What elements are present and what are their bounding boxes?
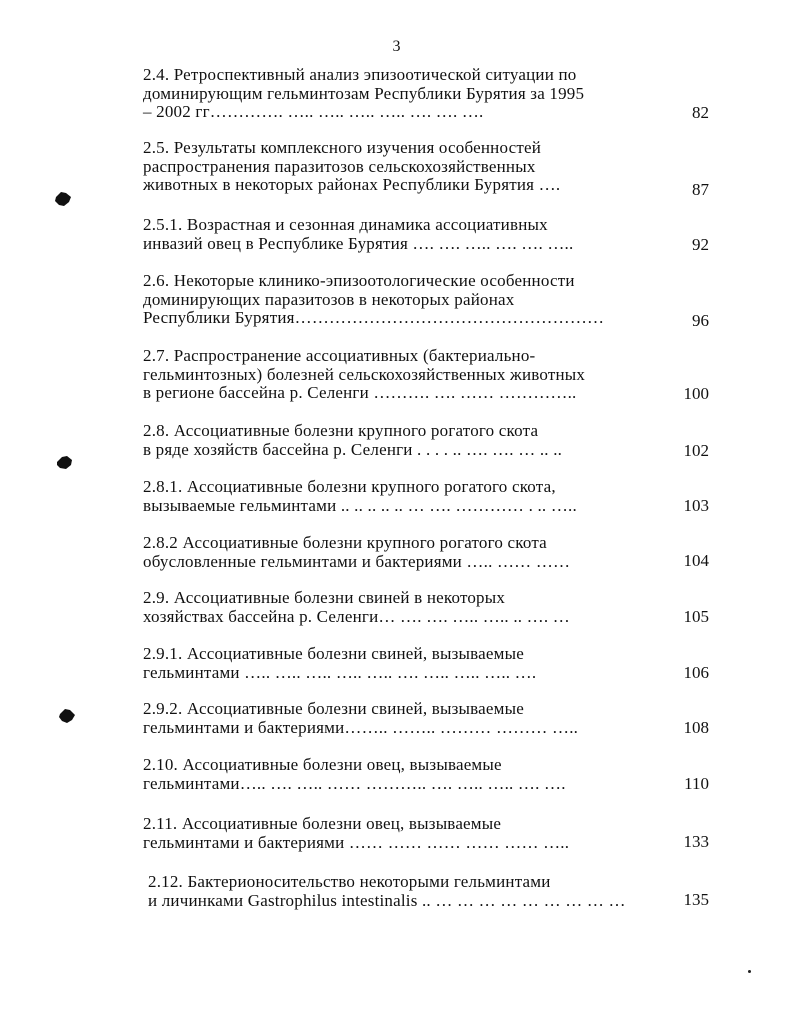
scan-artifact-blob [52,188,74,210]
toc-entry-page: 110 [684,774,709,793]
toc-entry-page: 105 [683,607,709,626]
toc-entry-title: 2.10. Ассоциативные болезни овец, вызываемые гельминтами….. …. ….. …… ……….. …. ….. ….. …. …. [143,755,566,793]
toc-entry-page: 104 [683,551,709,570]
toc-entry-title: 2.4. Ретроспективный анализ эпизоотической ситуации по доминирующим гельминтозам Республики Бурятия за 1995 – 2002 гг…………. ….. ….. ….. ….. …. …. …. [143,65,585,121]
toc-entry-page: 92 [692,235,709,254]
toc-entry-page: 102 [683,441,709,460]
toc-entry-page: 87 [692,180,709,199]
toc-entry-page: 106 [683,663,709,682]
scan-artifact-speck [748,970,751,973]
toc-entry-title: 2.6. Некоторые клинико-эпизоотологические особенности доминирующих паразитозов в некоторых районах Республики Бурятия……………………………………………… [143,271,605,327]
toc-entry-title: 2.5. Результаты комплексного изучения особенностей распространения паразитозов сельскохозяйственных животных в некоторых районах Республики Бурятия …. [143,138,561,194]
toc-entry-title: 2.9. Ассоциативные болезни свиней в некоторых хозяйствах бассейна р. Селенги… …. …. ….. ….. .. …. … [143,588,570,626]
toc-entry-title: 2.8. Ассоциативные болезни крупного рогатого скота в ряде хозяйств бассейна р. Селенги . . . . .. …. …. … .. .. [143,421,563,459]
toc-entry-title: 2.8.1. Ассоциативные болезни крупного рогатого скота, вызываемые гельминтами .. .. .. .. .. … …. ………… . .. ….. [143,477,577,515]
toc-entry-page: 96 [692,311,709,330]
toc-entry-page: 135 [683,890,709,909]
toc-entry-title: 2.5.1. Возрастная и сезонная динамика ассоциативных инвазий овец в Республике Бурятия …. …. ….. …. …. ….. [143,215,574,253]
toc-entry-page: 103 [683,496,709,515]
scan-artifact-blob [56,705,78,727]
toc-entry-title: 2.11. Ассоциативные болезни овец, вызываемые гельминтами и бактериями …… …… …… …… …… ….. [143,814,570,852]
toc-entry-page: 133 [683,832,709,851]
toc-entry-title: 2.12. Бактерионосительство некоторыми гельминтами и личинками Gastrophilus intestinalis .. … … … … … … … … … [148,872,626,910]
toc-entry-title: 2.8.2 Ассоциативные болезни крупного рогатого скота обусловленные гельминтами и бактериями ….. …… …… [143,533,571,571]
toc-entry-title: 2.7. Распространение ассоциативных (бактериально- гельминтозных) болезней сельскохозяйственных животных в регионе бассейна р. Селенги ………. …. …… ………….. [143,346,586,402]
toc-entry-page: 100 [683,384,709,403]
toc-entry-title: 2.9.1. Ассоциативные болезни свиней, вызываемые гельминтами ….. ….. ….. ….. ….. …. ….. ….. ….. …. [143,644,537,682]
toc-entry-page: 82 [692,103,709,122]
page-number: 3 [392,38,401,55]
toc-entry-title: 2.9.2. Ассоциативные болезни свиней, вызываемые гельминтами и бактериями…….. …….. ……… ……… ….. [143,699,579,737]
toc-entry-page: 108 [683,718,709,737]
scan-artifact-blob [54,452,76,474]
